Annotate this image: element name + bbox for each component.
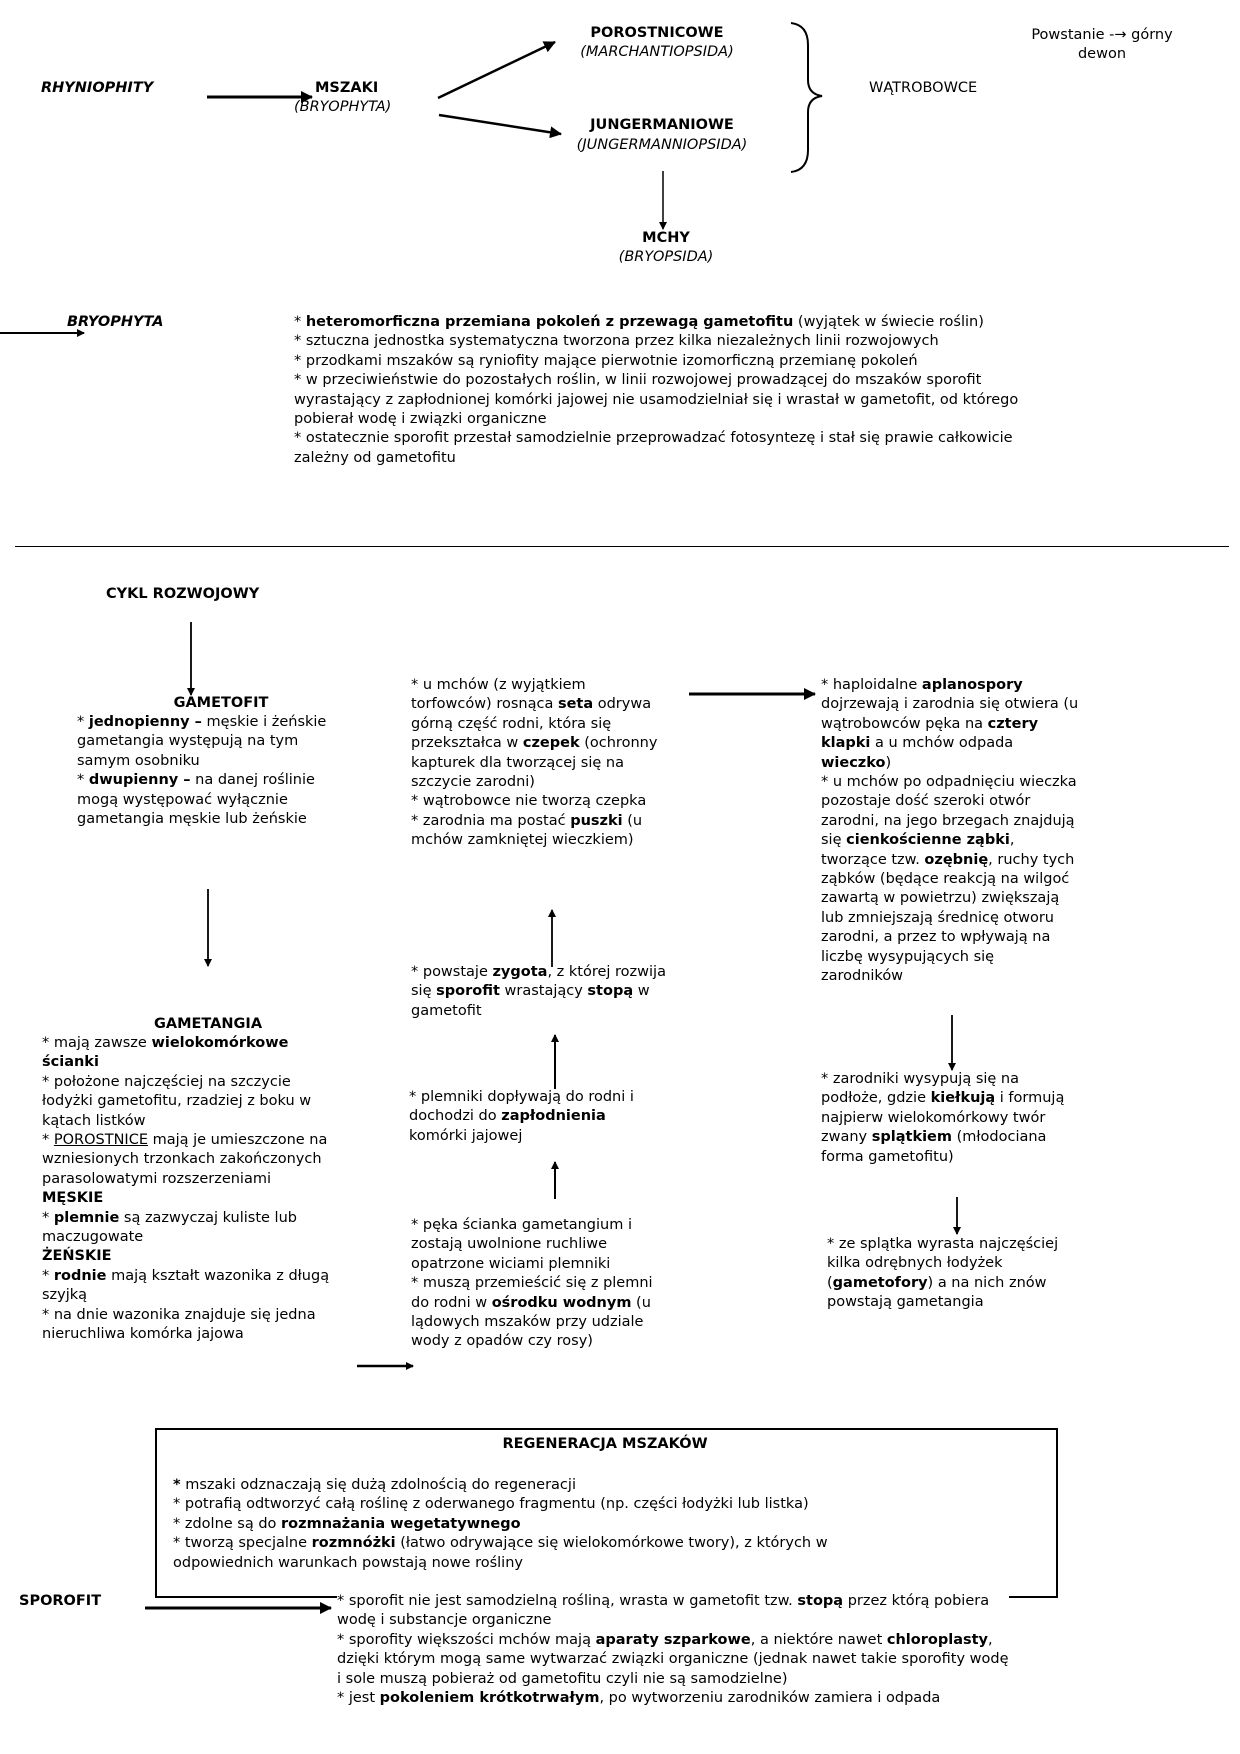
heading-cykl-rozwojowy: CYKL ROZWOJOWY xyxy=(106,586,260,602)
text-run: opatrzone wiciami plemniki xyxy=(411,1255,611,1272)
bold-term: MĘSKIE xyxy=(42,1190,104,1207)
bold-term: ścianki xyxy=(42,1054,99,1071)
text-run: torfowców) rosnąca xyxy=(411,696,558,713)
text-run: * sporofit nie jest samodzielną rośliną, wrasta w gametofit tzw. xyxy=(337,1593,798,1609)
zygota-line xyxy=(411,982,666,1001)
bold-term: kiełkują xyxy=(930,1090,996,1107)
plemniki-line xyxy=(409,1107,634,1126)
text-run: ( xyxy=(827,1274,833,1291)
text-run: * zarodniki wysypują się na xyxy=(821,1071,1020,1087)
text-run: * jest xyxy=(337,1690,380,1707)
sporofit-line xyxy=(337,1689,1009,1708)
label-watrobowce: WĄTROBOWCE xyxy=(869,80,978,96)
text-run: zarodni, na jego brzegach znajdują xyxy=(821,812,1075,829)
gametangia-line xyxy=(42,1170,329,1189)
bold-term: aplanospory xyxy=(921,677,1023,693)
gametangia-line xyxy=(42,1306,329,1325)
text-run: , a niektóre nawet xyxy=(750,1631,887,1648)
text-run: wodę i substancje organiczne xyxy=(337,1612,552,1629)
text-run: szczycie zarodni) xyxy=(411,774,535,791)
peka-line xyxy=(411,1274,653,1293)
text-run: odpowiednich warunkach powstają nowe rośliny xyxy=(173,1554,523,1571)
text-run: * u mchów po odpadnięciu wieczka xyxy=(821,774,1077,791)
text-run: tworzące tzw. xyxy=(821,851,925,868)
text-run: * haploidalne xyxy=(821,677,922,693)
text-run: pobierał wodę i związki organiczne xyxy=(294,411,547,428)
aplanospory-line xyxy=(821,851,1078,870)
splatek-line xyxy=(827,1235,1058,1254)
gametangia-line xyxy=(42,1150,329,1169)
heading-gametangia: GAMETANGIA xyxy=(153,1016,263,1032)
seta-line xyxy=(411,792,657,811)
text-run: (ochronny xyxy=(579,735,658,752)
bold-term: klapki xyxy=(821,735,871,752)
gametofit-line xyxy=(77,732,326,751)
label-mszaki-latin: (BRYOPHYTA) xyxy=(294,99,392,115)
text-run: zarodni, a przez to wpływają na xyxy=(821,929,1051,946)
aplanospory-notes xyxy=(821,676,1078,987)
text-run: (wyjątek w świecie roślin) xyxy=(793,314,984,330)
bold-term: ośrodku wodnym xyxy=(491,1294,632,1311)
gametofit-line xyxy=(77,771,326,790)
plemniki-line xyxy=(409,1127,634,1146)
text-run: * sporofity większości mchów mają xyxy=(337,1631,596,1648)
label-porostnicowe: POROSTNICOWE xyxy=(590,25,724,41)
bold-term: wieczko xyxy=(821,754,886,771)
text-run: zostają uwolnione ruchliwe xyxy=(411,1236,608,1253)
bold-term: sporofit xyxy=(436,983,500,1000)
text-run: * zdolne są do xyxy=(173,1515,282,1532)
seta-notes xyxy=(411,676,657,851)
text-run: a u mchów odpada xyxy=(870,735,1014,752)
text-run: maczugowate xyxy=(42,1229,144,1246)
text-run: zarodników xyxy=(821,968,904,985)
text-run: * plemniki dopływają do rodni i xyxy=(409,1089,634,1105)
aplanospory-line xyxy=(821,870,1078,889)
text-run: są zazwyczaj kuliste lub xyxy=(119,1209,297,1226)
text-run: * pęka ścianka gametangium i xyxy=(411,1217,632,1233)
label-powstanie-2: dewon xyxy=(1077,46,1127,62)
gametofit-line xyxy=(77,752,326,771)
text-run: * xyxy=(42,1209,54,1226)
gametofit-line xyxy=(77,810,326,829)
gametangia-line xyxy=(42,1073,329,1092)
text-run: mają kształt wazonika z długą xyxy=(106,1267,330,1284)
aplanospory-line xyxy=(821,812,1078,831)
peka-line xyxy=(411,1216,653,1235)
text-run: przez którą pobiera xyxy=(843,1593,990,1609)
aplanospory-line xyxy=(821,754,1078,773)
bold-term: chloroplasty xyxy=(886,1631,989,1648)
text-run: * położone najczęściej na szczycie xyxy=(42,1073,291,1090)
sporofit-line xyxy=(337,1631,1009,1650)
label-jungermaniowe-latin: (JUNGERMANNIOPSIDA) xyxy=(576,137,748,153)
section-divider xyxy=(15,546,1229,547)
label-mszaki: MSZAKI xyxy=(315,80,379,96)
text-run: * zarodnia ma postać xyxy=(411,812,571,829)
gametangia-notes xyxy=(42,1034,329,1345)
text-run: , xyxy=(1009,832,1015,849)
label-porostnicowe-latin: (MARCHANTIOPSIDA) xyxy=(580,44,734,60)
peka-notes xyxy=(411,1216,653,1352)
sporofit-notes xyxy=(337,1592,1009,1708)
label-powstanie-1: Powstanie -→ górny xyxy=(1031,27,1173,43)
splatek-line xyxy=(827,1274,1058,1293)
text-run: * xyxy=(42,1132,54,1149)
label-rhyniophity: RHYNIOPHITY xyxy=(41,80,154,96)
gametofit-line xyxy=(77,713,326,732)
text-run: * xyxy=(294,314,306,330)
text-run: zależny od gametofitu xyxy=(294,449,456,466)
text-run: męskie i żeńskie xyxy=(201,714,327,730)
gametangia-line xyxy=(42,1325,329,1344)
brace-watrobowce xyxy=(791,23,822,172)
heading-regeneracja: REGENERACJA MSZAKÓW xyxy=(502,1436,708,1452)
text-run: pozostaje dość szeroki otwór xyxy=(821,793,1031,810)
seta-line xyxy=(411,831,657,850)
text-run: kapturek dla tworzącej się na xyxy=(411,754,624,771)
text-run: * sztuczna jednostka systematyczna tworzona przez kilka niezależnych linii rozwojowych xyxy=(294,333,939,350)
peka-line xyxy=(411,1255,653,1274)
bryophyta-line xyxy=(294,332,1018,351)
text-run: komórki jajowej xyxy=(409,1127,523,1144)
text-run: kilka odrębnych łodyżek xyxy=(827,1255,1003,1272)
zarodniki-line xyxy=(821,1148,1064,1167)
text-run: (u xyxy=(631,1294,651,1311)
text-run: nieruchliwa komórka jajowa xyxy=(42,1326,244,1343)
text-run: * mają zawsze xyxy=(42,1035,152,1051)
aplanospory-line xyxy=(821,889,1078,908)
text-run: wzniesionych trzonkach zakończonych xyxy=(42,1151,322,1168)
gametangia-line xyxy=(42,1228,329,1247)
seta-line xyxy=(411,695,657,714)
text-run: mchów zamkniętej wieczkiem) xyxy=(411,832,634,849)
gametangia-line xyxy=(42,1267,329,1286)
regeneracja-line xyxy=(173,1476,828,1495)
text-run: gametangia występują na tym xyxy=(77,733,299,750)
text-run: dochodzi do xyxy=(409,1108,502,1125)
bold-term: seta xyxy=(557,696,594,713)
text-run: * tworzą specjalne xyxy=(173,1535,312,1552)
bold-term: wielokomórkowe xyxy=(151,1035,289,1051)
bold-term: czepek xyxy=(522,735,580,752)
label-bryophyta: BRYOPHYTA xyxy=(67,314,164,330)
text-run: , ruchy tych xyxy=(988,851,1075,868)
seta-line xyxy=(411,676,657,695)
bold-term: dwupienny – xyxy=(88,772,191,789)
bold-term: stopą xyxy=(797,1593,844,1609)
underlined-term: POROSTNICE xyxy=(53,1132,148,1149)
gametangia-line xyxy=(42,1053,329,1072)
zarodniki-line xyxy=(821,1089,1064,1108)
text-run: i sole muszą pobieraż od gametofitu czyli nie są samodzielne) xyxy=(337,1670,788,1687)
peka-line xyxy=(411,1313,653,1332)
regeneracja-line xyxy=(173,1554,828,1573)
zygota-line xyxy=(411,963,666,982)
gametangia-line xyxy=(42,1034,329,1053)
gametangia-line xyxy=(42,1247,329,1266)
text-run: ) a na nich znów xyxy=(927,1274,1047,1291)
zygota-notes xyxy=(411,963,666,1021)
sporofit-line xyxy=(337,1650,1009,1669)
text-run: * przodkami mszaków są ryniofity mające pierwotnie izomorficzną przemianę pokoleń xyxy=(294,352,918,369)
zarodniki-line xyxy=(821,1070,1064,1089)
gametofit-notes xyxy=(77,713,326,829)
gametangia-line xyxy=(42,1092,329,1111)
bold-term: gametofory xyxy=(832,1274,928,1291)
text-run: (łatwo odrywające się wielokomórkowe twory), z których w xyxy=(395,1535,828,1552)
peka-line xyxy=(411,1235,653,1254)
plemniki-notes xyxy=(409,1088,634,1146)
text-run: , z której rozwija xyxy=(547,964,666,980)
aplanospory-line xyxy=(821,773,1078,792)
aplanospory-line xyxy=(821,948,1078,967)
regeneracja-line xyxy=(173,1515,828,1534)
sporofit-line xyxy=(337,1611,1009,1630)
seta-line xyxy=(411,754,657,773)
sporofit-line xyxy=(337,1592,1009,1611)
text-run: wrastający xyxy=(499,983,588,1000)
text-run: * muszą przemieścić się z plemni xyxy=(411,1275,653,1292)
text-run: dzięki którym mogą same wytwarzać związki organiczne (jednak nawet takie sporofity wodę xyxy=(337,1651,1009,1668)
bryophyta-line xyxy=(294,429,1018,448)
text-run: * w przeciwieństwie do pozostałych roślin, w linii rozwojowej prowadzącej do mszaków sporofit xyxy=(294,372,982,389)
bold-term: rozmnóżki xyxy=(311,1535,396,1552)
seta-line xyxy=(411,734,657,753)
aplanospory-line xyxy=(821,792,1078,811)
bold-term: * xyxy=(173,1477,181,1493)
bryophyta-line xyxy=(294,391,1018,410)
bryophyta-line xyxy=(294,410,1018,429)
seta-line xyxy=(411,812,657,831)
zarodniki-notes xyxy=(821,1070,1064,1167)
text-run: * xyxy=(42,1267,54,1284)
text-run: * u mchów (z wyjątkiem xyxy=(411,677,586,693)
text-run: * ze splątka wyrasta najczęściej xyxy=(827,1236,1059,1252)
bold-term: ozębnię xyxy=(924,851,989,868)
gametangia-line xyxy=(42,1209,329,1228)
bold-term: aparaty szparkowe xyxy=(595,1631,751,1648)
bold-term: zygota xyxy=(492,964,548,980)
arrow-mszaki-jungermaniowe xyxy=(439,115,561,134)
text-run: podłoże, gdzie xyxy=(821,1090,931,1107)
text-run: łodyżki gametofitu, rzadziej z boku w xyxy=(42,1093,312,1110)
text-run: powstają gametangia xyxy=(827,1294,984,1311)
seta-line xyxy=(411,773,657,792)
text-run: gametofit xyxy=(411,1002,482,1019)
bold-term: stopą xyxy=(587,983,634,1000)
bold-term: rodnie xyxy=(53,1267,107,1284)
bold-term: pokoleniem krótkotrwałym xyxy=(379,1690,600,1707)
text-run: * xyxy=(77,772,89,789)
text-run: wody z opadów czy rosy) xyxy=(411,1333,593,1350)
arrow-mszaki-porostnicowe xyxy=(438,42,555,98)
text-run: * na dnie wazonika znajduje się jedna xyxy=(42,1306,316,1323)
text-run: przekształca w xyxy=(411,735,523,752)
bold-term: plemnie xyxy=(53,1209,120,1226)
heading-gametofit: GAMETOFIT xyxy=(173,695,269,711)
peka-line xyxy=(411,1332,653,1351)
aplanospory-line xyxy=(821,928,1078,947)
bryophyta-line xyxy=(294,313,1018,332)
text-run: (młodociana xyxy=(952,1129,1047,1146)
text-run: kątach listków xyxy=(42,1112,146,1129)
bold-term: heteromorficzna przemiana pokoleń z przewagą gametofitu xyxy=(305,314,794,330)
text-run: wątrobowców pęka na xyxy=(821,715,988,732)
text-run: * ostatecznie sporofit przestał samodzielnie przeprowadzać fotosyntezę i stał się prawie całkowicie xyxy=(294,430,1013,447)
bryophyta-line xyxy=(294,352,1018,371)
text-run: mszaki odznaczają się dużą zdolnością do regeneracji xyxy=(180,1477,576,1493)
regeneracja-line xyxy=(173,1495,828,1514)
label-mchy-latin: (BRYOPSIDA) xyxy=(618,249,714,265)
aplanospory-line xyxy=(821,831,1078,850)
text-run: * xyxy=(77,714,89,730)
bryophyta-line xyxy=(294,371,1018,390)
text-run: zwany xyxy=(821,1129,872,1146)
text-run: szyjką xyxy=(42,1287,88,1304)
aplanospory-line xyxy=(821,734,1078,753)
bold-term: puszki xyxy=(570,812,623,829)
text-run: * wątrobowce nie tworzą czepka xyxy=(411,793,647,810)
zarodniki-line xyxy=(821,1109,1064,1128)
splatek-line xyxy=(827,1293,1058,1312)
text-run: , po wytworzeniu zarodników zamiera i odpada xyxy=(599,1690,941,1707)
text-run: ) xyxy=(885,754,892,771)
text-run: gametangia męskie lub żeńskie xyxy=(77,811,307,828)
text-run: lądowych mszaków przy udziale xyxy=(411,1314,644,1331)
text-run: wyrastający z zapłodnionej komórki jajowej nie usamodzielniał się i wrastał w gametofit, od którego xyxy=(294,391,1019,408)
heading-sporofit: SPOROFIT xyxy=(19,1593,102,1609)
text-run: odrywa xyxy=(593,696,652,713)
bryophyta-line xyxy=(294,449,1018,468)
bold-term: splątkiem xyxy=(871,1129,953,1146)
aplanospory-line xyxy=(821,715,1078,734)
aplanospory-line xyxy=(821,909,1078,928)
text-run: dojrzewają i zarodnia się otwiera (u xyxy=(821,696,1079,713)
bold-term: jednopienny – xyxy=(88,714,202,730)
text-run: ząbków (będące reakcją na wilgoć xyxy=(821,871,1070,888)
zarodniki-line xyxy=(821,1128,1064,1147)
aplanospory-line xyxy=(821,695,1078,714)
text-run: górną część rodni, która się xyxy=(411,715,612,732)
label-jungermaniowe: JUNGERMANIOWE xyxy=(590,117,734,133)
text-run: (u xyxy=(622,812,643,829)
zygota-line xyxy=(411,1002,666,1021)
gametofit-line xyxy=(77,791,326,810)
sporofit-line xyxy=(337,1670,1009,1689)
regeneracja-notes xyxy=(173,1476,828,1573)
text-run: mogą występować wyłącznie xyxy=(77,791,288,808)
bold-term: zapłodnienia xyxy=(501,1108,606,1125)
bold-term: cienkościenne ząbki xyxy=(846,832,1010,849)
seta-line xyxy=(411,715,657,734)
text-run: do rodni w xyxy=(411,1294,492,1311)
label-mchy: MCHY xyxy=(642,230,690,246)
text-run: samym osobniku xyxy=(77,752,200,769)
text-run: się xyxy=(411,983,437,1000)
gametangia-line xyxy=(42,1189,329,1208)
aplanospory-line xyxy=(821,676,1078,695)
aplanospory-line xyxy=(821,967,1078,986)
bryophyta-notes xyxy=(294,313,1018,468)
text-run: w xyxy=(633,983,650,1000)
text-run: zawartą w powietrzu) zwiększają xyxy=(821,890,1060,907)
text-run: mają je umieszczone na xyxy=(147,1132,328,1149)
gametangia-line xyxy=(42,1131,329,1150)
text-run: lub zmniejszają średnicę otworu xyxy=(821,909,1054,926)
text-run: forma gametofitu) xyxy=(821,1148,954,1165)
text-run: liczbę wysypujących się xyxy=(821,948,995,965)
bold-term: cztery xyxy=(987,715,1039,732)
text-run: , xyxy=(988,1631,993,1648)
text-run: najpierw wielokomórkowy twór xyxy=(821,1109,1046,1126)
text-run: i formują xyxy=(995,1090,1065,1107)
splatek-notes xyxy=(827,1235,1058,1313)
bold-term: rozmnażania wegetatywnego xyxy=(281,1515,521,1532)
text-run: na danej roślinie xyxy=(190,772,315,789)
splatek-line xyxy=(827,1254,1058,1273)
text-run: * powstaje xyxy=(411,964,493,980)
text-run: parasolowatymi rozszerzeniami xyxy=(42,1170,271,1187)
gametangia-line xyxy=(42,1112,329,1131)
regeneracja-line xyxy=(173,1534,828,1553)
bold-term: ŻEŃSKIE xyxy=(42,1248,112,1265)
text-run: * potrafią odtworzyć całą roślinę z oderwanego fragmentu (np. części łodyżki lub listka) xyxy=(173,1496,809,1513)
text-run: się xyxy=(821,832,847,849)
plemniki-line xyxy=(409,1088,634,1107)
peka-line xyxy=(411,1294,653,1313)
gametangia-line xyxy=(42,1286,329,1305)
